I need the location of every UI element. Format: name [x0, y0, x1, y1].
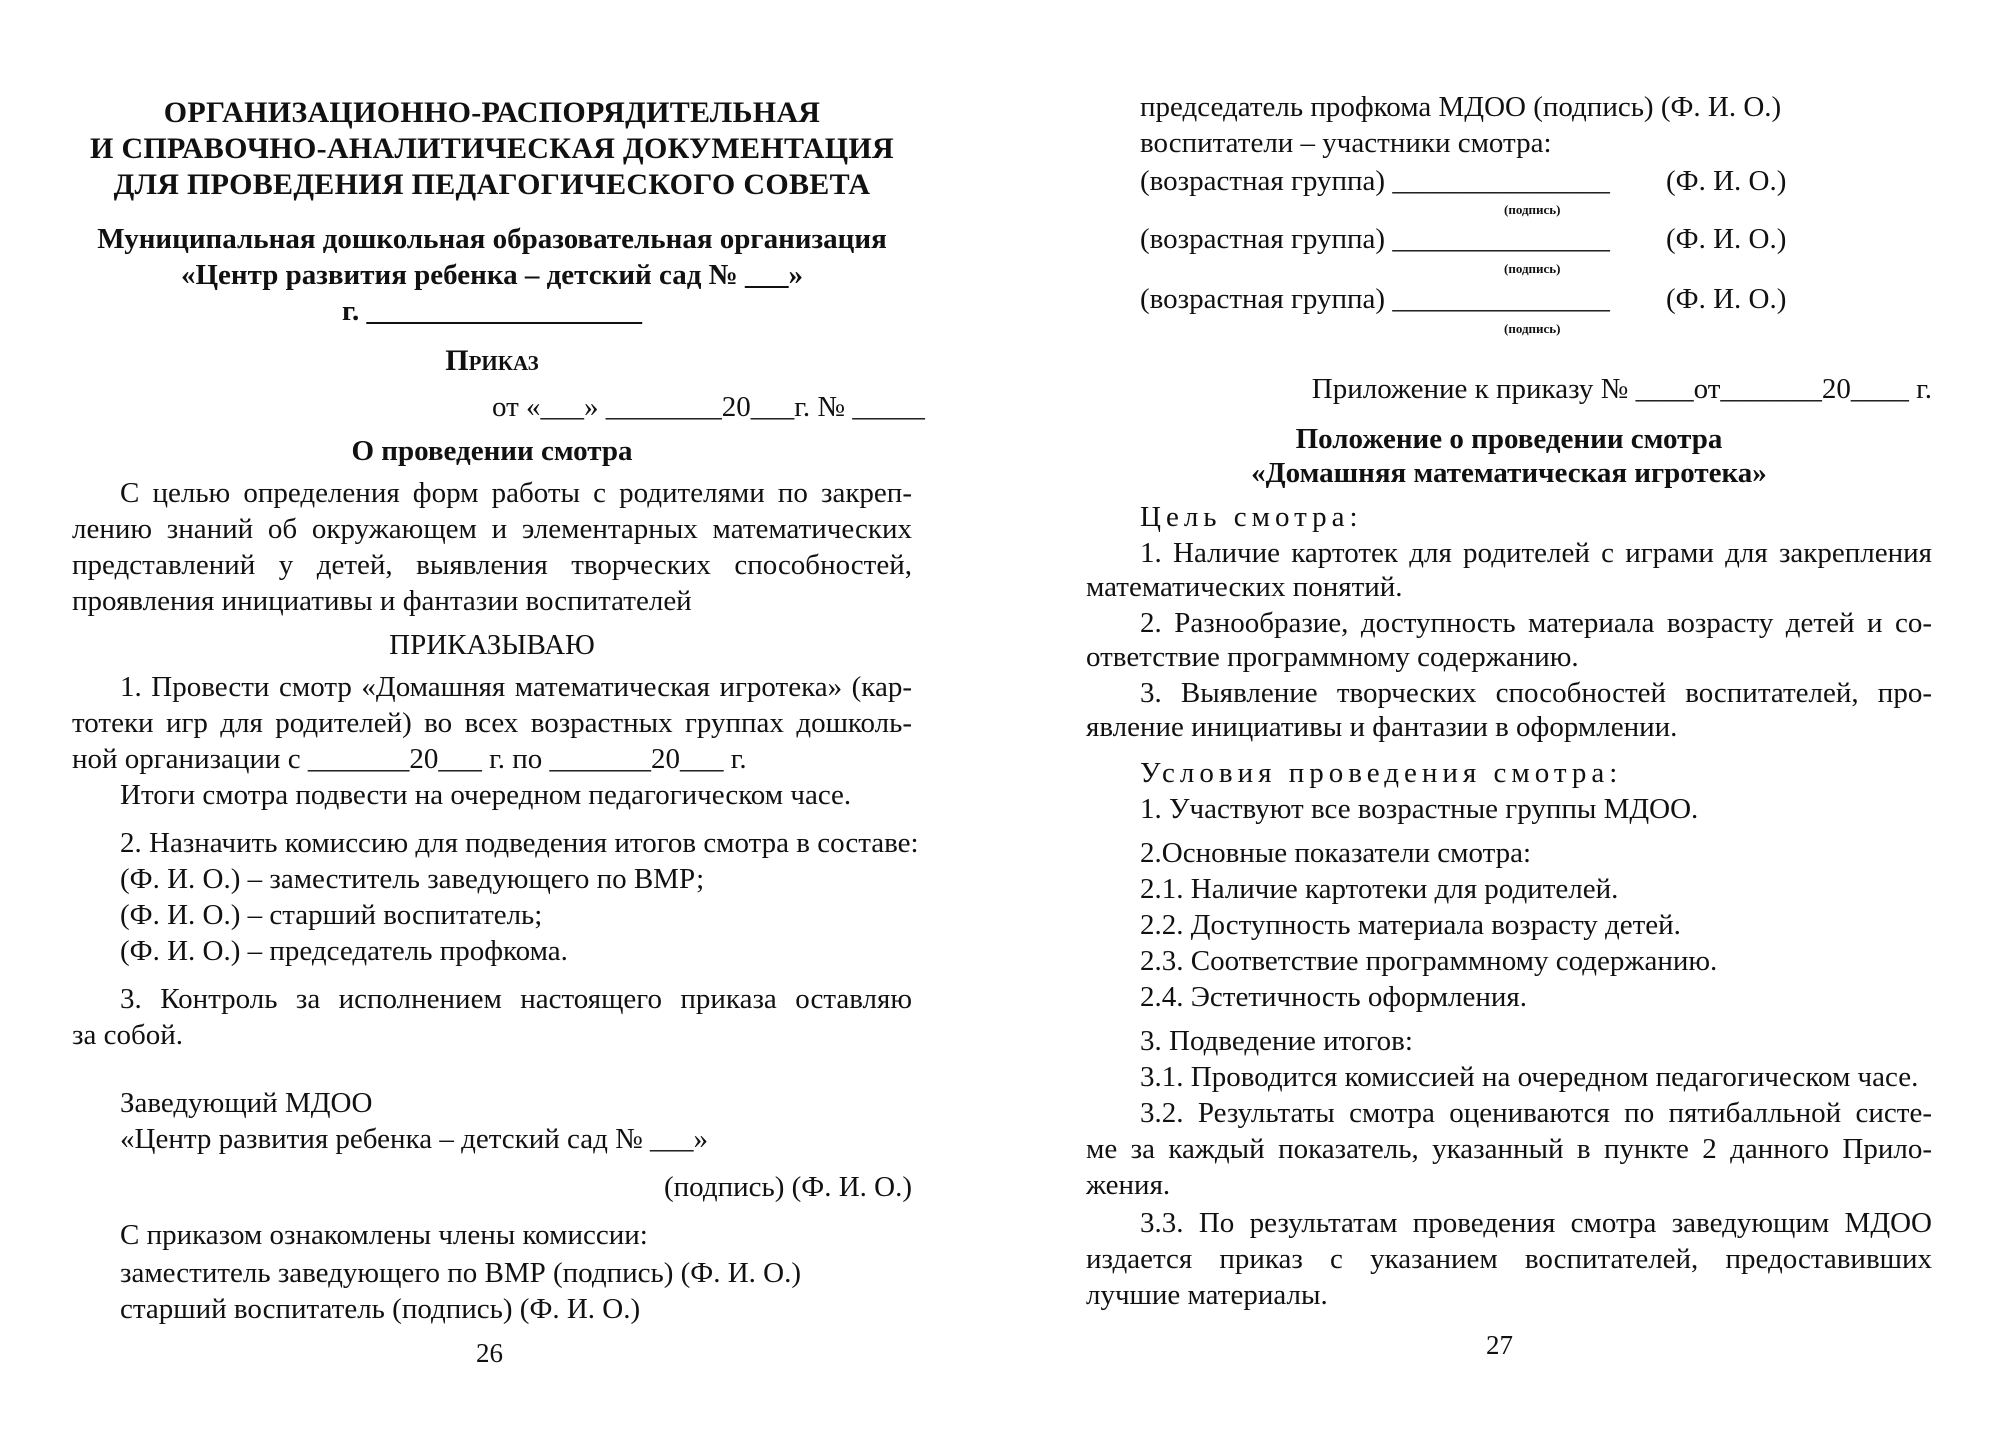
- intro-line-1: С целью определения форм работы с родителями по закреп-: [120, 477, 912, 509]
- goal-line-5: 3. Выявление творческих способностей воспитателей, про-: [1140, 677, 1932, 709]
- group-row-2-fio: (Ф. И. О.): [1666, 223, 1787, 255]
- conditions-line-4: 2.2. Доступность материала возрасту детей.: [1140, 909, 1681, 941]
- item-2-line-2: (Ф. И. О.) – заместитель заведующего по ВМР;: [120, 863, 705, 895]
- right-page: [1086, 0, 1932, 1441]
- goal-line-1: 1. Наличие картотек для родителей с играми для закрепления: [1140, 537, 1932, 569]
- group-row-3-fio: (Ф. И. О.): [1666, 283, 1787, 315]
- conditions-line-11: жения.: [1086, 1169, 1171, 1201]
- group-row-1-label: (возрастная группа) _______________: [1140, 165, 1610, 197]
- goal-line-4: ответствие программному содержанию.: [1086, 641, 1579, 673]
- conditions-line-2: 2.Основные показатели смотра:: [1140, 837, 1532, 869]
- goal-line-6: явление инициативы и фантазии в оформлении.: [1086, 711, 1678, 743]
- conditions-line-3: 2.1. Наличие картотеки для родителей.: [1140, 873, 1619, 905]
- head-title-line-1: Заведующий МДОО: [120, 1087, 373, 1119]
- conditions-line-10: ме за каждый показатель, указанный в пункте 2 данного Прило-: [1086, 1133, 1932, 1165]
- head-title-line-2: «Центр развития ребенка – детский сад № ___»: [120, 1123, 709, 1155]
- appendix-line: Приложение к приказу № ____от_______20____ г.: [1311, 373, 1932, 405]
- conditions-line-5: 2.3. Соответствие программному содержанию.: [1140, 945, 1718, 977]
- item-3-line-2: за собой.: [72, 1019, 183, 1051]
- group-row-2-label: (возрастная группа) _______________: [1140, 223, 1610, 255]
- group-row-1-fio: (Ф. И. О.): [1666, 165, 1787, 197]
- participants-heading: воспитатели – участники смотра:: [1140, 127, 1552, 159]
- item-2-line-1: 2. Назначить комиссию для подведения итогов смотра в составе:: [120, 827, 919, 859]
- item-1-line-1: 1. Провести смотр «Домашняя математическая игротека» (кар-: [120, 671, 912, 703]
- item-1-line-3: ной организации с _______20___ г. по _______20___ г.: [72, 743, 747, 775]
- left-page: [72, 0, 925, 1441]
- page-number-left: 26: [476, 1338, 503, 1368]
- document-title-line-1: ОРГАНИЗАЦИОННО-РАСПОРЯДИТЕЛЬНАЯ: [163, 96, 821, 129]
- conditions-line-1: 1. Участвуют все возрастные группы МДОО.: [1140, 793, 1699, 825]
- head-signature: (подпись) (Ф. И. О.): [663, 1171, 912, 1203]
- goal-heading: Цель смотра:: [1140, 501, 1363, 533]
- document-title-line-3: ДЛЯ ПРОВЕДЕНИЯ ПЕДАГОГИЧЕСКОГО СОВЕТА: [113, 168, 871, 201]
- goal-line-3: 2. Разнообразие, доступность материала возрасту детей и со-: [1140, 607, 1932, 639]
- document-title-line-2: И СПРАВОЧНО-АНАЛИТИЧЕСКАЯ ДОКУМЕНТАЦИЯ: [90, 132, 894, 165]
- item-3-line-1: 3. Контроль за исполнением настоящего приказа оставляю: [120, 983, 912, 1015]
- item-2-line-4: (Ф. И. О.) – председатель профкома.: [120, 935, 568, 967]
- conditions-line-8: 3.1. Проводится комиссией на очередном педагогическом часе.: [1140, 1061, 1919, 1093]
- page-number-right: 27: [1486, 1330, 1513, 1360]
- org-city: г. ___________________: [342, 295, 642, 327]
- acquainted-line-1: заместитель заведующего по ВМР (подпись) (Ф. И. О.): [120, 1257, 801, 1289]
- intro-line-3: представлений у детей, выявления творческих способностей,: [72, 549, 912, 581]
- union-chair-line: председатель профкома МДОО (подпись) (Ф. И. О.): [1140, 91, 1782, 123]
- intro-line-2: лению знаний об окружающем и элементарных математических: [72, 513, 912, 545]
- item-1-result: Итоги смотра подвести на очередном педагогическом часе.: [120, 779, 852, 811]
- intro-line-4: проявления инициативы и фантазии воспитателей: [72, 585, 692, 617]
- item-2-line-3: (Ф. И. О.) – старший воспитатель;: [120, 899, 543, 931]
- order-subject: О проведении смотра: [351, 435, 633, 467]
- conditions-line-9: 3.2. Результаты смотра оцениваются по пятибалльной систе-: [1140, 1097, 1932, 1129]
- group-row-1-sign-caption: (подпись): [1504, 202, 1561, 217]
- conditions-line-14: лучшие материалы.: [1086, 1279, 1328, 1311]
- conditions-line-7: 3. Подведение итогов:: [1140, 1025, 1413, 1057]
- group-row-2-sign-caption: (подпись): [1504, 261, 1561, 276]
- group-row-3-sign-caption: (подпись): [1504, 321, 1561, 336]
- regulation-title-line-1: Положение о проведении смотра: [1295, 423, 1723, 455]
- acquainted-heading: С приказом ознакомлены члены комиссии:: [120, 1219, 648, 1251]
- conditions-line-12: 3.3. По результатам проведения смотра заведующим МДОО: [1140, 1207, 1932, 1239]
- acquainted-line-2: старший воспитатель (подпись) (Ф. И. О.): [120, 1293, 641, 1325]
- order-word: ПРИКАЗЫВАЮ: [389, 629, 595, 661]
- item-1-line-2: тотеки игр для родителей) во всех возрастных группах дошколь-: [72, 707, 912, 739]
- regulation-title-line-2: «Домашняя математическая игротека»: [1251, 457, 1767, 489]
- org-name-line-1: Муниципальная дошкольная образовательная организация: [97, 223, 887, 255]
- org-name-line-2: «Центр развития ребенка – детский сад № ___»: [180, 259, 804, 291]
- group-row-3-label: (возрастная группа) _______________: [1140, 283, 1610, 315]
- conditions-heading: Условия проведения смотра:: [1140, 757, 1623, 789]
- goal-line-2: математических понятий.: [1086, 571, 1403, 603]
- conditions-line-6: 2.4. Эстетичность оформления.: [1140, 981, 1528, 1013]
- order-title: Приказ: [445, 344, 539, 377]
- conditions-line-13: издается приказ с указанием воспитателей, предоставивших: [1086, 1243, 1932, 1275]
- order-date: от «___» ________20___г. № _____: [492, 391, 925, 423]
